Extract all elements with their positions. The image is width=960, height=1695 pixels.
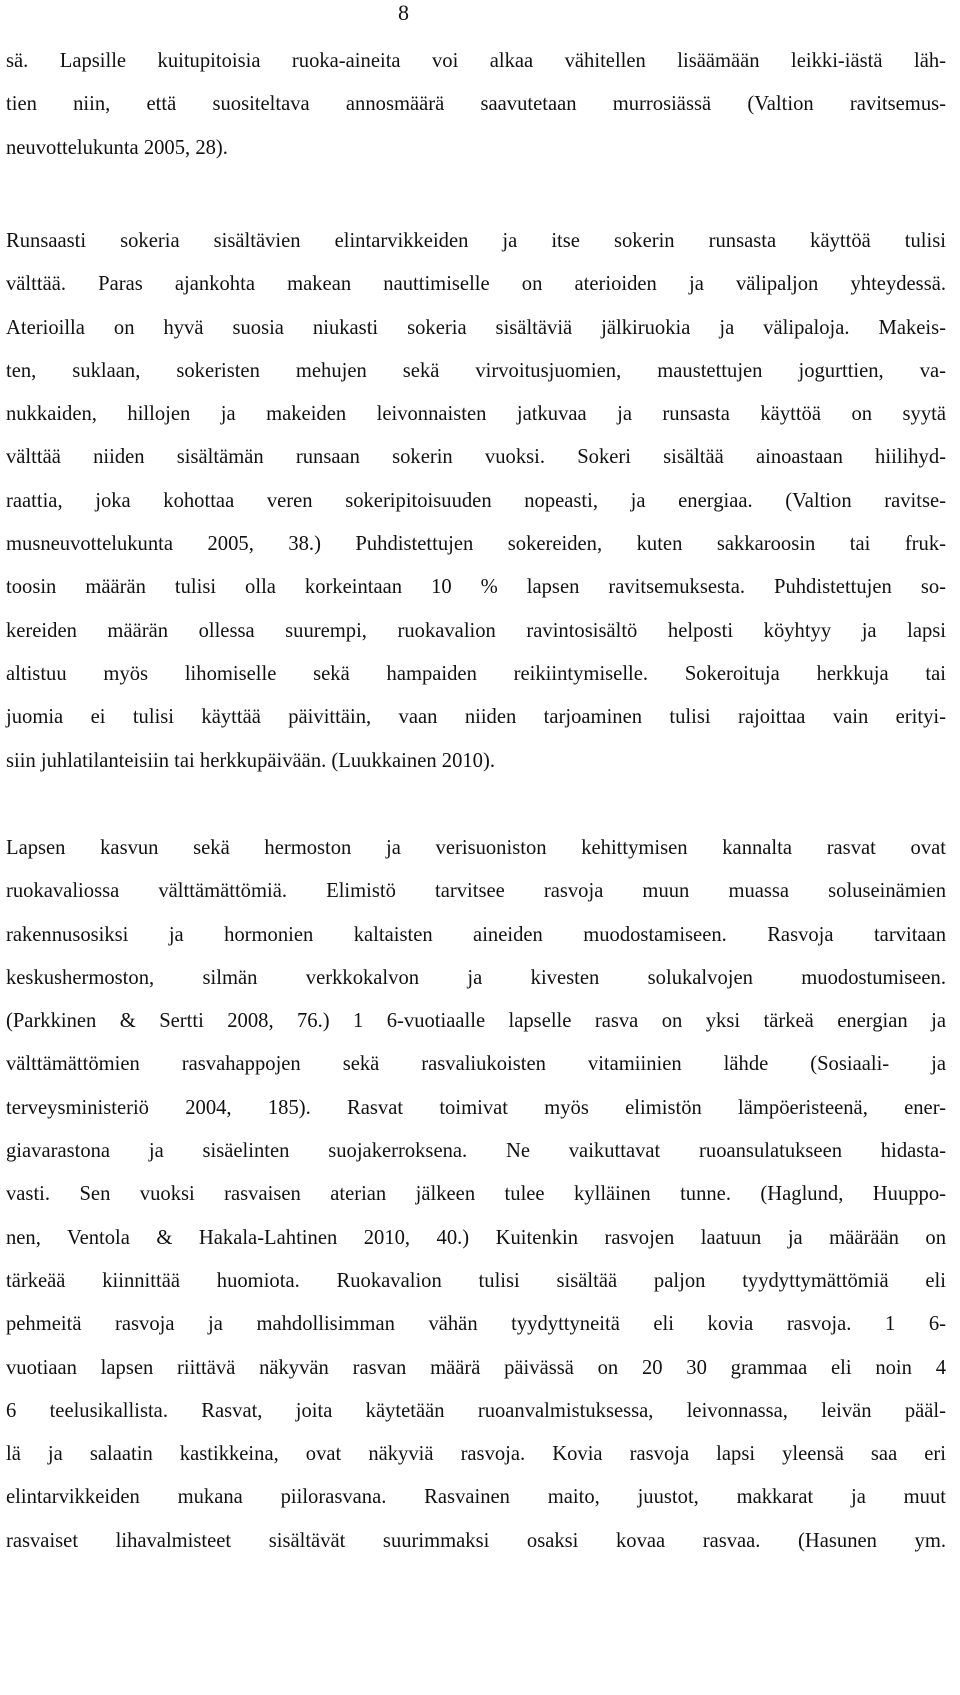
- text-line: välttää niiden sisältämän runsaan sokerin vuoksi. Sokeri sisältää ainoastaan hiilihyd-: [6, 446, 946, 469]
- text-line: Aterioilla on hyvä suosia niukasti sokeria sisältäviä jälkiruokia ja välipaloja. Makeis-: [6, 316, 946, 339]
- paragraph-sugar: [6, 220, 946, 783]
- text-line: tien niin, että suositeltava annosmäärä saavutetaan murrosiässä (Valtion ravitsemus-: [6, 93, 946, 116]
- text-line: sä. Lapsille kuitupitoisia ruoka-aineita voi alkaa vähitellen lisäämään leikki-iästä läh-: [6, 50, 946, 72]
- text-line: (Parkkinen & Sertti 2008, 76.) 1 6-vuotiaalle lapselle rasva on yksi tärkeä energian ja: [6, 1010, 946, 1033]
- text-line: 6 teelusikallista. Rasvat, joita käytetään ruoanvalmistuksessa, leivonnassa, leivän pääl-: [6, 1399, 946, 1422]
- text-line: pehmeitä rasvoja ja mahdollisimman vähän tyydyttyneitä eli kovia rasvoja. 1 6-: [6, 1313, 946, 1336]
- text-line: terveysministeriö 2004, 185). Rasvat toimivat myös elimistön lämpöeristeenä, ener-: [6, 1096, 946, 1119]
- text-line: kereiden määrän ollessa suurempi, ruokavalion ravintosisältö helposti köyhtyy ja lapsi: [6, 619, 946, 642]
- text-line: rasvaiset lihavalmisteet sisältävät suurimmaksi osaksi kovaa rasvaa. (Hasunen ym.: [6, 1529, 946, 1552]
- text-line: toosin määrän tulisi olla korkeintaan 10 % lapsen ravitsemuksesta. Puhdistettujen so-: [6, 576, 946, 599]
- text-line: giavarastona ja sisäelinten suojakerroksena. Ne vaikuttavat ruoansulatukseen hidasta-: [6, 1140, 946, 1163]
- text-line: siin juhlatilanteisiin tai herkkupäivään. (Luukkainen 2010).: [6, 749, 495, 772]
- text-line: keskushermoston, silmän verkkokalvon ja kivesten solukalvojen muodostumiseen.: [6, 966, 946, 989]
- text-line: välttää. Paras ajankohta makean nauttimiselle on aterioiden ja välipaljon yhteydessä.: [6, 273, 946, 296]
- text-line: vasti. Sen vuoksi rasvaisen aterian jälkeen tulee kylläinen tunne. (Haglund, Huuppo-: [6, 1183, 946, 1206]
- text-line: nen, Ventola & Hakala-Lahtinen 2010, 40.) Kuitenkin rasvojen laatuun ja määrään on: [6, 1226, 946, 1249]
- text-line: välttämättömien rasvahappojen sekä rasvaliukoisten vitamiinien lähde (Sosiaali- ja: [6, 1053, 946, 1076]
- text-line: elintarvikkeiden mukana piilorasvana. Rasvainen maito, juustot, makkarat ja muut: [6, 1486, 946, 1509]
- paragraph-fiber: [6, 40, 946, 170]
- text-line: Lapsen kasvun sekä hermoston ja verisuoniston kehittymisen kannalta rasvat ovat: [6, 837, 946, 859]
- text-line: altistuu myös lihomiselle sekä hampaiden reikiintymiselle. Sokeroituja herkkuja tai: [6, 662, 946, 685]
- text-line: tärkeää kiinnittää huomiota. Ruokavalion tulisi sisältää paljon tyydyttymättömiä eli: [6, 1269, 946, 1292]
- text-line: neuvottelukunta 2005, 28).: [6, 136, 228, 159]
- text-line: vuotiaan lapsen riittävä näkyvän rasvan määrä päivässä on 20 30 grammaa eli noin 4: [6, 1356, 946, 1379]
- paragraph-fats: [6, 827, 946, 1563]
- text-line: lä ja salaatin kastikkeina, ovat näkyviä rasvoja. Kovia rasvoja lapsi yleensä saa eri: [6, 1443, 946, 1466]
- text-line: ruokavaliossa välttämättömiä. Elimistö tarvitsee rasvoja muun muassa soluseinämien: [6, 880, 946, 903]
- text-line: juomia ei tulisi käyttää päivittäin, vaan niiden tarjoaminen tulisi rajoittaa vain erityi-: [6, 706, 946, 729]
- text-line: rakennusosiksi ja hormonien kaltaisten aineiden muodostamiseen. Rasvoja tarvitaan: [6, 923, 946, 946]
- text-line: ten, suklaan, sokeristen mehujen sekä virvoitusjuomien, maustettujen jogurttien, va-: [6, 359, 946, 382]
- text-line: raattia, joka kohottaa veren sokeripitoisuuden nopeasti, ja energiaa. (Valtion ravitse-: [6, 489, 946, 512]
- text-line: nukkaiden, hillojen ja makeiden leivonnaisten jatkuvaa ja runsasta käyttöä on syytä: [6, 403, 946, 426]
- page-number: 8: [398, 0, 409, 25]
- text-line: musneuvottelukunta 2005, 38.) Puhdistettujen sokereiden, kuten sakkaroosin tai fruk-: [6, 533, 946, 556]
- text-line: Runsaasti sokeria sisältävien elintarvikkeiden ja itse sokerin runsasta käyttöä tulisi: [6, 230, 946, 252]
